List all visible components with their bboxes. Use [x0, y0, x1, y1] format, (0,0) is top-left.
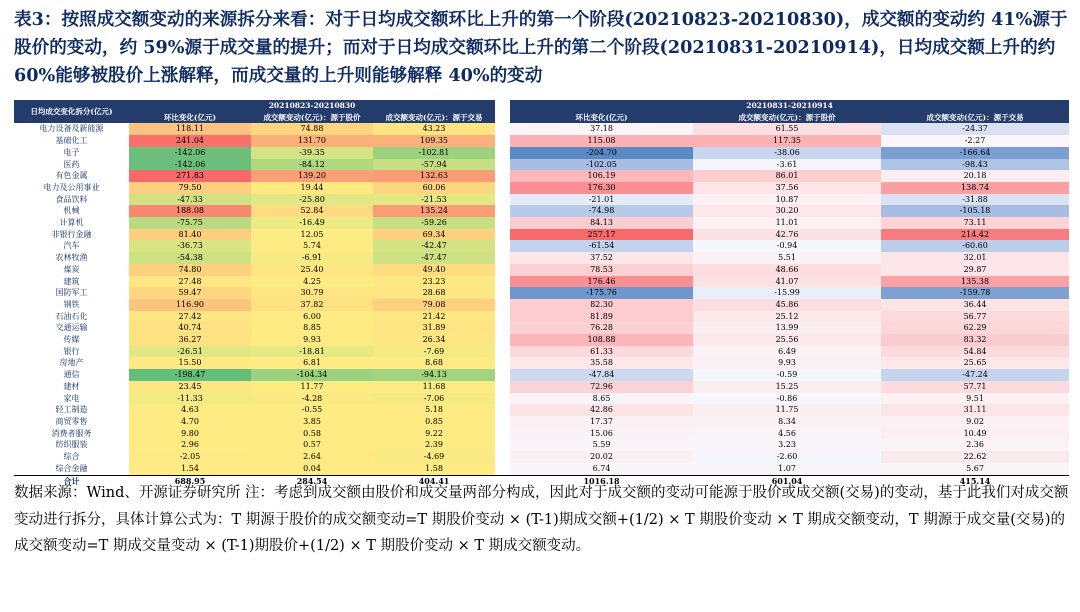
cell-p1-price: 25.40 [251, 264, 373, 276]
row-label: 综合 [63, 452, 80, 462]
table-row [14, 123, 1069, 135]
table-row [14, 416, 1069, 428]
gap-cell [495, 123, 510, 135]
cell-p1-volume: -102.81 [373, 147, 495, 159]
cell-p1-volume: 0.85 [373, 416, 495, 428]
cell-p1-total: 9.80 [129, 428, 251, 440]
gap-cell [495, 404, 510, 416]
cell-p2-volume: 32.01 [881, 252, 1069, 264]
cell-p1-total: 36.27 [129, 334, 251, 346]
cell-p2-total: -74.98 [510, 205, 693, 217]
cell-p2-price: 86.01 [693, 170, 881, 182]
cell-p2-total: 176.30 [510, 182, 693, 194]
cell-p2-volume: 25.65 [881, 357, 1069, 369]
cell-p1-price: 0.58 [251, 428, 373, 440]
cell-p1-price: 30.79 [251, 287, 373, 299]
row-label: 建材 [63, 381, 80, 391]
cell-p1-price: 9.93 [251, 334, 373, 346]
table-row [14, 346, 1069, 358]
gap-cell [495, 357, 510, 369]
row-label: 基础化工 [55, 136, 88, 146]
cell-p2-price: 4.56 [693, 428, 881, 440]
cell-p1-volume: 23.23 [373, 276, 495, 288]
cell-p1-volume: 28.68 [373, 287, 495, 299]
table-row [14, 252, 1069, 264]
row-label: 机械 [63, 206, 80, 216]
cell-p2-volume: 22.62 [881, 451, 1069, 463]
cell-p2-price: -0.59 [693, 369, 881, 381]
cell-p1-price: 19.44 [251, 182, 373, 194]
cell-p1-total: 74.80 [129, 264, 251, 276]
row-label: 电子 [63, 147, 80, 157]
table-row [14, 182, 1069, 194]
cell-p2-price: -3.61 [693, 159, 881, 171]
gap-cell [495, 264, 510, 276]
cell-p2-price: 15.25 [693, 381, 881, 393]
cell-p1-volume: 26.34 [373, 334, 495, 346]
col2-volume-header: 成交额变动(亿元)：源于交易 [881, 112, 1069, 124]
cell-p2-price: 25.12 [693, 311, 881, 323]
cell-p2-price: 30.20 [693, 205, 881, 217]
cell-p1-volume: 60.06 [373, 182, 495, 194]
cell-p1-total: 116.90 [129, 299, 251, 311]
cell-p2-total: 257.17 [510, 229, 693, 241]
cell-p1-price: 11.77 [251, 381, 373, 393]
row-label: 计算机 [59, 218, 84, 228]
cell-p2-volume: 5.67 [881, 463, 1069, 475]
gap-cell [495, 299, 510, 311]
cell-p1-total: -47.33 [129, 194, 251, 206]
cell-p2-total: 106.19 [510, 170, 693, 182]
cell-p1-price: -25.80 [251, 194, 373, 206]
cell-p2-volume: 138.74 [881, 182, 1069, 194]
table-row [14, 311, 1069, 323]
cell-p1-total: -142.06 [129, 159, 251, 171]
gap-cell [495, 311, 510, 323]
cell-p2-total: 5.59 [510, 439, 693, 451]
cell-p1-total: 4.63 [129, 404, 251, 416]
cell-p1-price: 37.82 [251, 299, 373, 311]
table-row [14, 170, 1069, 182]
row-label: 传媒 [63, 335, 80, 345]
cell-p1-price: -104.34 [251, 369, 373, 381]
table-row [14, 369, 1069, 381]
row-label: 电力及公用事业 [43, 182, 100, 192]
cell-p1-price: 52.84 [251, 205, 373, 217]
table-row [14, 357, 1069, 369]
cell-p2-volume: 31.11 [881, 404, 1069, 416]
cell-p2-price: 1.07 [693, 463, 881, 475]
header-row-period [14, 100, 1069, 112]
col2-total-header: 环比变化(亿元) [510, 112, 693, 124]
cell-p2-total: 17.37 [510, 416, 693, 428]
cell-p1-total: 27.48 [129, 276, 251, 288]
cell-p1-total: -36.73 [129, 240, 251, 252]
cell-p1-total: -26.51 [129, 346, 251, 358]
table-body [14, 123, 1069, 487]
cell-p1-volume: 5.18 [373, 404, 495, 416]
corner-header: 日均成交变化拆分(亿元) [14, 100, 129, 123]
total-p1-volume: 404.41 [373, 475, 495, 488]
row-label: 国防军工 [55, 288, 88, 298]
row-label: 轻工制造 [55, 405, 88, 415]
trading-change-table [14, 100, 1069, 488]
cell-p1-price: 3.85 [251, 416, 373, 428]
cell-p2-volume: 54.84 [881, 346, 1069, 358]
cell-p2-price: 41.07 [693, 276, 881, 288]
cell-p1-volume: 31.89 [373, 322, 495, 334]
cell-p2-price: 10.87 [693, 194, 881, 206]
cell-p2-total: 76.28 [510, 322, 693, 334]
cell-p2-total: 37.18 [510, 123, 693, 135]
col-total-header: 环比变化(亿元) [129, 112, 251, 124]
cell-p2-price: 25.56 [693, 334, 881, 346]
cell-p2-volume: -60.60 [881, 240, 1069, 252]
cell-p1-total: 40.74 [129, 322, 251, 334]
cell-p2-total: 115.08 [510, 135, 693, 147]
cell-p1-volume: 8.68 [373, 357, 495, 369]
cell-p2-total: -175.76 [510, 287, 693, 299]
cell-p2-volume: -166.64 [881, 147, 1069, 159]
cell-p2-price: 8.34 [693, 416, 881, 428]
cell-p1-total: 118.11 [129, 123, 251, 135]
row-label: 电力设备及新能源 [39, 124, 104, 134]
cell-p2-volume: 57.71 [881, 381, 1069, 393]
gap-cell [495, 463, 510, 475]
cell-p2-price: 117.35 [693, 135, 881, 147]
total-label: 合计 [14, 475, 129, 488]
cell-p1-total: 23.45 [129, 381, 251, 393]
cell-p1-volume: -21.53 [373, 194, 495, 206]
cell-p2-volume: 29.87 [881, 264, 1069, 276]
cell-p1-volume: -57.94 [373, 159, 495, 171]
gap-cell [495, 416, 510, 428]
cell-p1-total: -198.47 [129, 369, 251, 381]
cell-p2-total: 82.30 [510, 299, 693, 311]
row-label: 家电 [63, 393, 80, 403]
cell-p2-price: 6.49 [693, 346, 881, 358]
cell-p2-price: 13.99 [693, 322, 881, 334]
cell-p1-price: -6.91 [251, 252, 373, 264]
cell-p2-price: 11.75 [693, 404, 881, 416]
gap-cell [495, 393, 510, 405]
cell-p2-volume: 56.77 [881, 311, 1069, 323]
cell-p1-price: 12.05 [251, 229, 373, 241]
gap-cell [495, 381, 510, 393]
table-row [14, 334, 1069, 346]
cell-p2-price: -38.06 [693, 147, 881, 159]
cell-p2-volume: -47.24 [881, 369, 1069, 381]
row-label: 汽车 [63, 241, 80, 251]
cell-p2-price: -15.99 [693, 287, 881, 299]
row-label: 医药 [63, 159, 80, 169]
cell-p2-price: 48.66 [693, 264, 881, 276]
cell-p2-volume: -24.37 [881, 123, 1069, 135]
table-row [14, 322, 1069, 334]
cell-p2-volume: 9.02 [881, 416, 1069, 428]
header-gap [495, 112, 510, 124]
row-label: 建筑 [63, 276, 80, 286]
gap-cell [495, 346, 510, 358]
row-label: 银行 [63, 346, 80, 356]
row-label: 综合金融 [55, 463, 88, 473]
cell-p2-price: 3.23 [693, 439, 881, 451]
cell-p1-volume: 79.08 [373, 299, 495, 311]
cell-p1-volume: 135.24 [373, 205, 495, 217]
cell-p2-total: 84.13 [510, 217, 693, 229]
cell-p2-price: -0.86 [693, 393, 881, 405]
cell-p2-total: -61.54 [510, 240, 693, 252]
cell-p2-price: -2.60 [693, 451, 881, 463]
cell-p1-total: 81.40 [129, 229, 251, 241]
cell-p2-volume: 83.32 [881, 334, 1069, 346]
row-label: 钢铁 [63, 299, 80, 309]
row-label: 煤炭 [63, 264, 80, 274]
col-volume-header: 成交额变动(亿元)：源于交易 [373, 112, 495, 124]
cell-p1-volume: -4.69 [373, 451, 495, 463]
cell-p2-total: 81.89 [510, 311, 693, 323]
cell-p1-price: 8.85 [251, 322, 373, 334]
cell-p1-volume: -94.13 [373, 369, 495, 381]
row-label: 食品饮料 [55, 194, 88, 204]
cell-p2-total: 8.65 [510, 393, 693, 405]
gap-cell [495, 135, 510, 147]
cell-p1-total: 27.42 [129, 311, 251, 323]
table-row [14, 404, 1069, 416]
cell-p1-volume: 43.23 [373, 123, 495, 135]
cell-p2-total: -102.05 [510, 159, 693, 171]
cell-p1-price: 131.70 [251, 135, 373, 147]
period2-header: 20210831-20210914 [510, 100, 1069, 112]
cell-p2-total: 61.33 [510, 346, 693, 358]
row-label: 石油石化 [55, 311, 88, 321]
total-p2-volume: 415.14 [881, 475, 1069, 488]
heatmap-table-wrap [14, 100, 1069, 488]
gap-cell [495, 428, 510, 440]
gap-cell [495, 334, 510, 346]
cell-p1-price: 4.25 [251, 276, 373, 288]
gap-cell [495, 159, 510, 171]
total-p2-price: 601.04 [693, 475, 881, 488]
cell-p2-volume: -98.43 [881, 159, 1069, 171]
gap-cell [495, 287, 510, 299]
cell-p1-volume: -59.26 [373, 217, 495, 229]
cell-p1-price: -0.55 [251, 404, 373, 416]
gap-cell [495, 147, 510, 159]
cell-p1-total: -2.05 [129, 451, 251, 463]
row-label: 农林牧渔 [55, 253, 88, 263]
table-row [14, 240, 1069, 252]
gap-cell [495, 451, 510, 463]
cell-p1-price: 0.57 [251, 439, 373, 451]
cell-p1-price: -4.28 [251, 393, 373, 405]
cell-p2-total: -21.01 [510, 194, 693, 206]
header-gap [495, 100, 510, 112]
table-row [14, 463, 1069, 475]
cell-p2-price: 45.86 [693, 299, 881, 311]
row-label: 消费者服务 [51, 428, 92, 438]
col-price-header: 成交额变动(亿元)：源于股价 [251, 112, 373, 124]
cell-p2-volume: -31.88 [881, 194, 1069, 206]
gap-cell [495, 194, 510, 206]
cell-p2-total: 20.02 [510, 451, 693, 463]
cell-p2-price: 42.76 [693, 229, 881, 241]
row-label: 交通运输 [55, 323, 88, 333]
gap-cell [495, 322, 510, 334]
period1-header: 20210823-20210830 [129, 100, 495, 112]
cell-p2-price: 5.51 [693, 252, 881, 264]
cell-p2-total: 176.46 [510, 276, 693, 288]
cell-p1-volume: 69.34 [373, 229, 495, 241]
cell-p2-volume: 62.29 [881, 322, 1069, 334]
row-label: 非银行金融 [51, 229, 92, 239]
gap-cell [495, 182, 510, 194]
cell-p1-price: 5.74 [251, 240, 373, 252]
cell-p1-volume: 9.22 [373, 428, 495, 440]
cell-p1-volume: -7.69 [373, 346, 495, 358]
cell-p1-price: -39.35 [251, 147, 373, 159]
cell-p1-total: 188.08 [129, 205, 251, 217]
cell-p1-total: -11.33 [129, 393, 251, 405]
cell-p1-total: 59.47 [129, 287, 251, 299]
cell-p2-volume: 135.38 [881, 276, 1069, 288]
cell-p1-price: -18.81 [251, 346, 373, 358]
gap-cell [495, 240, 510, 252]
cell-p2-total: 72.96 [510, 381, 693, 393]
cell-p1-total: 79.50 [129, 182, 251, 194]
table-row [14, 276, 1069, 288]
cell-p1-total: -54.38 [129, 252, 251, 264]
cell-p1-price: -16.49 [251, 217, 373, 229]
table-row [14, 264, 1069, 276]
table-row [14, 439, 1069, 451]
cell-p2-total: 108.88 [510, 334, 693, 346]
gap-cell [495, 369, 510, 381]
cell-p2-volume: -159.78 [881, 287, 1069, 299]
cell-p2-price: 11.01 [693, 217, 881, 229]
cell-p1-total: 2.96 [129, 439, 251, 451]
header-row-cols [14, 112, 1069, 124]
cell-p2-price: 37.56 [693, 182, 881, 194]
table-row [14, 287, 1069, 299]
table-row [14, 428, 1069, 440]
gap-cell [495, 170, 510, 182]
gap-cell [495, 439, 510, 451]
cell-p2-total: 6.74 [510, 463, 693, 475]
cell-p2-price: 61.55 [693, 123, 881, 135]
cell-p2-total: 15.06 [510, 428, 693, 440]
cell-p1-volume: 21.42 [373, 311, 495, 323]
gap-cell [495, 276, 510, 288]
cell-p1-volume: 2.39 [373, 439, 495, 451]
cell-p1-price: 6.81 [251, 357, 373, 369]
table-row [14, 205, 1069, 217]
cell-p1-total: 4.70 [129, 416, 251, 428]
table-row [14, 393, 1069, 405]
cell-p2-volume: 20.18 [881, 170, 1069, 182]
cell-p1-volume: -7.06 [373, 393, 495, 405]
table-row [14, 381, 1069, 393]
cell-p2-total: 78.53 [510, 264, 693, 276]
cell-p2-price: -0.94 [693, 240, 881, 252]
total-p1-total: 688.95 [129, 475, 251, 488]
cell-p1-volume: 49.40 [373, 264, 495, 276]
cell-p2-price: 9.93 [693, 357, 881, 369]
table-row [14, 229, 1069, 241]
cell-p2-volume: 9.51 [881, 393, 1069, 405]
row-label: 有色金属 [55, 171, 88, 181]
cell-p1-price: 0.04 [251, 463, 373, 475]
row-label: 房地产 [59, 358, 84, 368]
row-label: 纺织服装 [55, 440, 88, 450]
cell-p2-total: 35.58 [510, 357, 693, 369]
cell-p2-total: 37.52 [510, 252, 693, 264]
cell-p1-volume: -42.47 [373, 240, 495, 252]
cell-p1-volume: 1.58 [373, 463, 495, 475]
cell-p1-volume: 109.35 [373, 135, 495, 147]
cell-p2-total: -47.84 [510, 369, 693, 381]
cell-p1-price: 74.88 [251, 123, 373, 135]
cell-p2-volume: 36.44 [881, 299, 1069, 311]
cell-p2-volume: -105.18 [881, 205, 1069, 217]
table-row [14, 159, 1069, 171]
total-p1-price: 284.54 [251, 475, 373, 488]
gap-cell [495, 205, 510, 217]
cell-p1-price: -84.12 [251, 159, 373, 171]
table-row [14, 194, 1069, 206]
cell-p1-price: 2.64 [251, 451, 373, 463]
cell-p1-total: 271.83 [129, 170, 251, 182]
table-row [14, 147, 1069, 159]
cell-p2-total: 42.86 [510, 404, 693, 416]
cell-p2-total: -204.70 [510, 147, 693, 159]
cell-p2-volume: 214.42 [881, 229, 1069, 241]
cell-p1-price: 6.00 [251, 311, 373, 323]
cell-p1-total: 1.54 [129, 463, 251, 475]
cell-p2-volume: 73.11 [881, 217, 1069, 229]
row-label: 通信 [63, 370, 80, 380]
cell-p2-volume: 2.36 [881, 439, 1069, 451]
table-row [14, 299, 1069, 311]
cell-p2-volume: 10.49 [881, 428, 1069, 440]
cell-p1-volume: 11.68 [373, 381, 495, 393]
cell-p1-price: 139.20 [251, 170, 373, 182]
cell-p1-total: -142.06 [129, 147, 251, 159]
table-row [14, 217, 1069, 229]
total-p2-total: 1016.18 [510, 475, 693, 488]
gap-cell [495, 229, 510, 241]
cell-p1-total: -75.75 [129, 217, 251, 229]
cell-p1-volume: 132.63 [373, 170, 495, 182]
table-row [14, 451, 1069, 463]
cell-p1-volume: -47.47 [373, 252, 495, 264]
cell-p1-total: 15.50 [129, 357, 251, 369]
cell-p2-volume: -2.27 [881, 135, 1069, 147]
cell-p1-total: 241.04 [129, 135, 251, 147]
gap-cell [495, 252, 510, 264]
col2-price-header: 成交额变动(亿元)：源于股价 [693, 112, 881, 124]
gap-cell [495, 217, 510, 229]
table-title: 表3：按照成交额变动的来源拆分来看：对于日均成交额环比上升的第一个阶段(20210823-20210830)，成交额的变动约 41%源于股价的变动，约 59%源于成交量的提升；而对于日均成交额环比上升的第二个阶段(20210831-20210914)，日均成交额上升的约 60%能够被股价上涨解释，而成交量的上升则能够解释 40%的变动 [14, 9, 1068, 86]
row-label: 商贸零售 [55, 416, 88, 426]
source-note: 数据来源：Wind、开源证券研究所 注：考虑到成交额由股价和成交量两部分构成，因此对于成交额的变动可能源于股价或成交额(交易)的变动，基于此我们对成交额变动进行拆分，具体计算公式为：T 期源于股价的成交额变动=T 期股价变动 × (T-1)期成交额+(1/2) × T 期股价变动 × T 期成交额变动，T 期源于成交量(交易)的成交额变动=T 期成交量变动 × (T-1)期股价+(1/2) × T 期股价变动 × T 期成交额变动。 [14, 485, 1069, 554]
table-row [14, 135, 1069, 147]
